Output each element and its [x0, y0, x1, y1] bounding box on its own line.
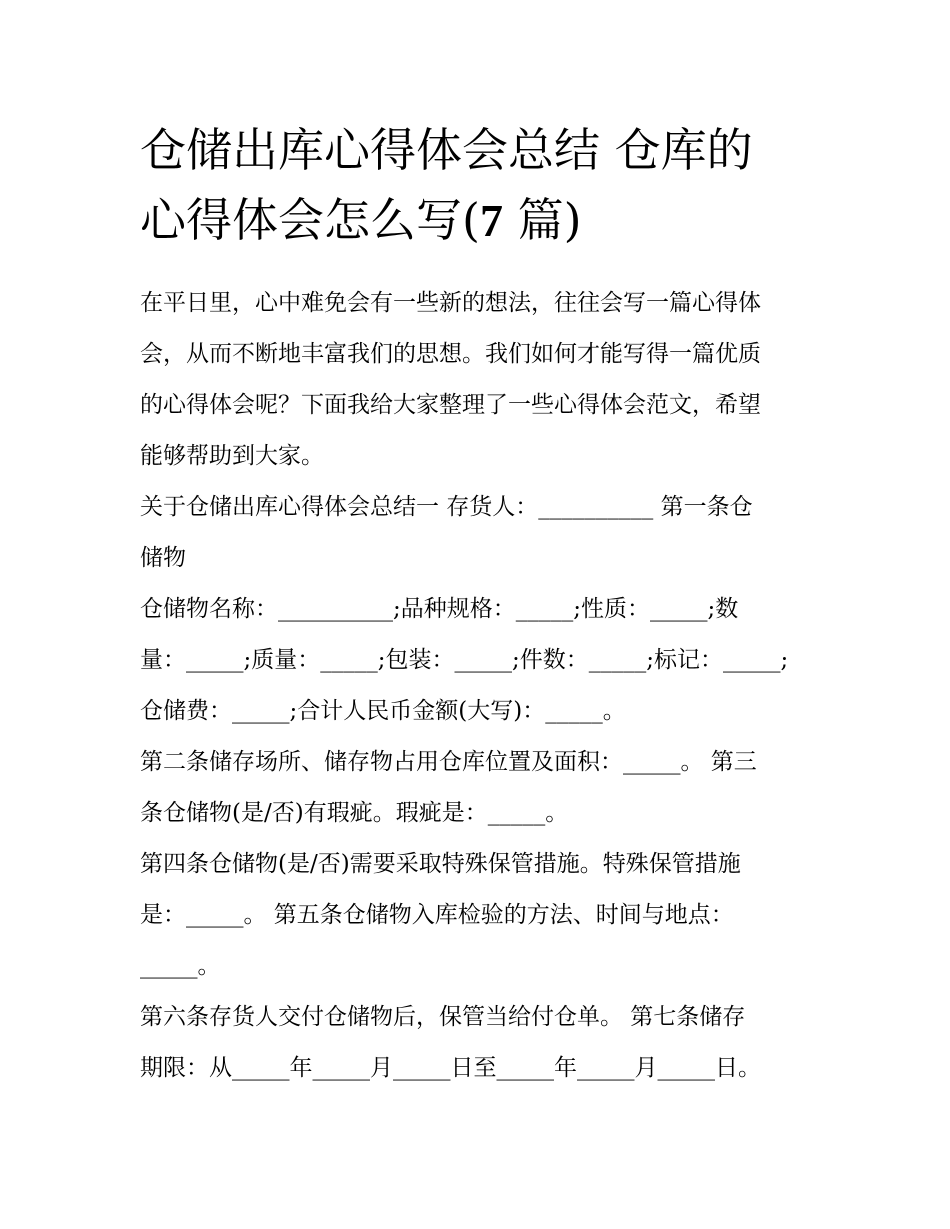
text-line: 仓储物名称：__________;品种规格：_____;性质：_____;数 — [140, 596, 739, 622]
title-line-2-number: 7 — [479, 195, 503, 246]
text-line: 第四条仓储物(是/否)需要采取特殊保管措施。特殊保管措施 — [140, 851, 741, 877]
text-line: 在平日里，心中难免会有一些新的想法，往往会写一篇心得体 — [140, 290, 761, 316]
title-line-2-suffix: 篇) — [502, 193, 582, 247]
text-line: 能够帮助到大家。 — [140, 443, 324, 469]
text-line: 量：_____;质量：_____;包装：_____;件数：_____;标记：_____; — [140, 647, 789, 673]
paragraph-intro — [140, 278, 820, 482]
title-line-2-prefix: 心得体会怎么写( — [140, 193, 480, 247]
text-line: 是：_____。 第五条仓储物入库检验的方法、时间与地点： — [140, 902, 734, 928]
text-line: 会，从而不断地丰富我们的思想。我们如何才能写得一篇优质 — [140, 341, 761, 367]
paragraph-article-6-7 — [140, 992, 820, 1094]
text-line: 第六条存货人交付仓储物后，保管当给付仓单。 第七条储存 — [140, 1004, 746, 1030]
text-line: 的心得体会呢？下面我给大家整理了一些心得体会范文，希望 — [140, 392, 761, 418]
paragraph-article-2-3 — [140, 737, 820, 839]
text-line: 第二条储存场所、储存物占用仓库位置及面积：_____。 第三 — [140, 749, 757, 775]
text-line: 储物 — [140, 545, 186, 571]
text-line: 仓储费：_____;合计人民币金额(大写)：_____。 — [140, 698, 626, 724]
paragraph-depositor — [140, 482, 820, 584]
document-body — [140, 278, 820, 1094]
text-line: 条仓储物(是/否)有瑕疵。瑕疵是：_____。 — [140, 800, 569, 826]
paragraph-goods-details — [140, 584, 820, 737]
paragraph-article-4-5 — [140, 839, 820, 992]
text-line: _____。 — [140, 953, 221, 979]
document-title — [140, 115, 820, 256]
text-line: 关于仓储出库心得体会总结一 存货人：__________ 第一条仓 — [140, 494, 753, 520]
title-line-1: 仓储出库心得体会总结 仓库的 — [140, 123, 753, 177]
text-line: 期限：从_____年_____月_____日至_____年_____月_____日。 — [140, 1055, 761, 1081]
